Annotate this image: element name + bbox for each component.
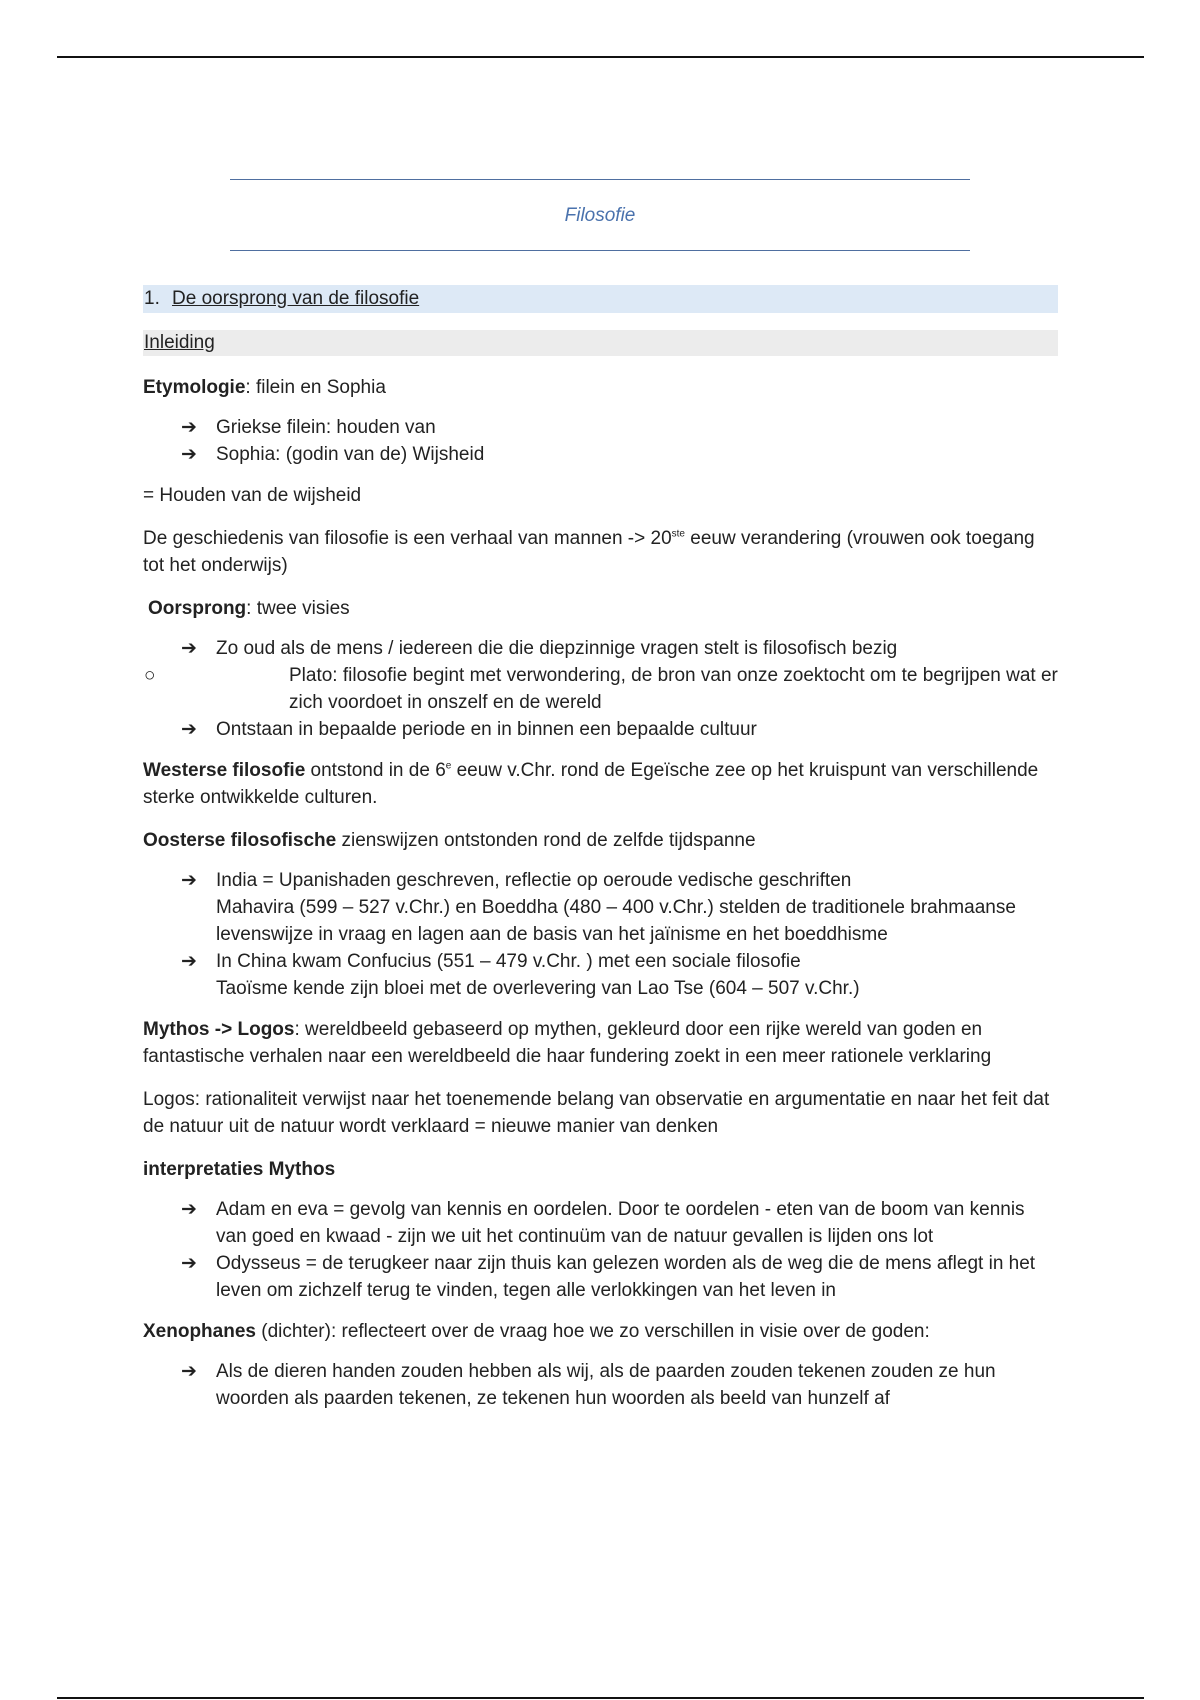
geschiedenis-paragraph [143,525,1058,579]
list-item-text-cont: Taoïsme kende zijn bloei met de overlevering van Lao Tse (604 – 507 v.Chr.) [216,978,860,999]
section-number: 1. [144,288,160,309]
list-item [143,414,1058,441]
xenophanes-list [143,1358,1058,1412]
circle-bullet-icon: ○ [144,665,156,686]
title-box [230,179,970,251]
houden-paragraph: = Houden van de wijsheid [143,485,362,506]
superscript: e [445,760,452,772]
header-rule [57,56,1144,58]
oosterse-list [143,867,1058,1002]
mythos-text: : wereldbeeld gebaseerd op mythen, gekleurd door een rijke wereld van goden en fantastische verhalen naar een wereldbeeld die haar fundering zoekt in een meer rationele verklaring [143,1019,992,1067]
arrow-icon: ➔ [181,870,197,891]
section-heading [143,285,1058,313]
footer-rule [57,1697,1144,1699]
list-item [143,1358,1058,1412]
arrow-icon: ➔ [181,638,197,659]
list-item-text: India = Upanishaden geschreven, reflectie op oeroude vedische geschriften [216,870,852,891]
list-item [143,948,1058,1002]
arrow-icon: ➔ [181,719,197,740]
xenophanes-text: (dichter): reflecteert over de vraag hoe we zo verschillen in visie over de goden: [255,1321,930,1342]
sub-list [144,662,1058,716]
etymologie-text: : filein en Sophia [245,377,386,398]
arrow-icon: ➔ [181,1199,197,1220]
subheading: Inleiding [143,330,1058,356]
list-item [143,441,1058,468]
oorsprong-list [143,635,1058,743]
list-item [143,867,1058,948]
interpretaties-heading [143,1156,1058,1183]
geschiedenis-text-cont: eeuw verandering (vrouwen ook toegang tot het onderwijs) [143,528,1035,576]
arrow-icon: ➔ [181,951,197,972]
list-item [143,635,1058,716]
sub-list-item [144,662,1058,716]
list-item [143,1250,1058,1304]
oorsprong-label: Oorsprong [148,598,247,619]
list-item-text: Sophia: (godin van de) Wijsheid [216,444,485,465]
mythos-label: Mythos -> Logos [143,1019,295,1040]
logos-paragraph: Logos: rationaliteit verwijst naar het toenemende belang van observatie en argumentatie en naar het feit dat de natuur uit de natuur wordt verklaard = nieuwe manier van denken [143,1089,1050,1137]
document-title: Filosofie [564,205,636,226]
arrow-icon: ➔ [181,1361,197,1382]
westerse-text-cont: eeuw v.Chr. rond de Egeïsche zee op het kruispunt van verschillende sterke ontwikkelde culturen. [143,760,1039,808]
westerse-label: Westerse filosofie [143,760,306,781]
oosterse-paragraph [143,827,1058,854]
list-item-text-cont: Mahavira (599 – 527 v.Chr.) en Boeddha (480 – 400 v.Chr.) stelden de traditionele brahmaanse levenswijze in vraag en lagen aan de basis van het jaïnisme en het boeddhisme [216,897,1016,945]
geschiedenis-text: De geschiedenis van filosofie is een verhaal van mannen -> 20 [143,528,672,549]
xenophanes-paragraph [143,1318,1058,1345]
etymologie-list [143,414,1058,468]
list-item-text: Als de dieren handen zouden hebben als wij, als de paarden zouden tekenen zouden ze hun woorden als paarden tekenen, ze tekenen hun woorden als beeld van hunzelf af [216,1361,996,1409]
etymologie-label: Etymologie [143,377,246,398]
document-body [143,285,1058,1426]
list-item-text: Odysseus = de terugkeer naar zijn thuis kan gelezen worden als de weg die de mens aflegt in het leven om zichzelf terug te vinden, tegen alle verlokkingen van het leven in [216,1253,1036,1301]
list-item [143,1196,1058,1250]
arrow-icon: ➔ [181,1253,197,1274]
list-item [143,716,1058,743]
list-item-text: Ontstaan in bepaalde periode en in binnen een bepaalde cultuur [216,719,757,740]
etymologie-paragraph [143,374,1058,401]
interpretaties-list [143,1196,1058,1304]
list-item-text: Adam en eva = gevolg van kennis en oordelen. Door te oordelen - eten van de boom van kennis van goed en kwaad - zijn we uit het continuüm van de natuur gevallen is lijden ons lot [216,1199,1025,1247]
interpretaties-label: interpretaties Mythos [143,1159,336,1180]
list-item-text: In China kwam Confucius (551 – 479 v.Chr. ) met een sociale filosofie [216,951,801,972]
section-title: De oorsprong van de filosofie [172,288,420,309]
oorsprong-text: : twee visies [246,598,350,619]
list-item-text: Griekse filein: houden van [216,417,436,438]
mythos-paragraph [143,1016,1058,1070]
westerse-paragraph [143,757,1058,811]
arrow-icon: ➔ [181,417,197,438]
oosterse-text: zienswijzen ontstonden rond de zelfde tijdspanne [336,830,756,851]
oosterse-label: Oosterse filosofische [143,830,337,851]
arrow-icon: ➔ [181,444,197,465]
westerse-text: ontstond in de 6 [305,760,446,781]
list-item-text: Zo oud als de mens / iedereen die die diepzinnige vragen stelt is filosofisch bezig [216,638,898,659]
sub-list-item-text: Plato: filosofie begint met verwondering, de bron van onze zoektocht om te begrijpen wat er zich voordoet in onszelf en de wereld [289,665,1058,713]
oorsprong-paragraph [143,595,1058,622]
superscript: ste [671,528,685,540]
xenophanes-label: Xenophanes [143,1321,256,1342]
